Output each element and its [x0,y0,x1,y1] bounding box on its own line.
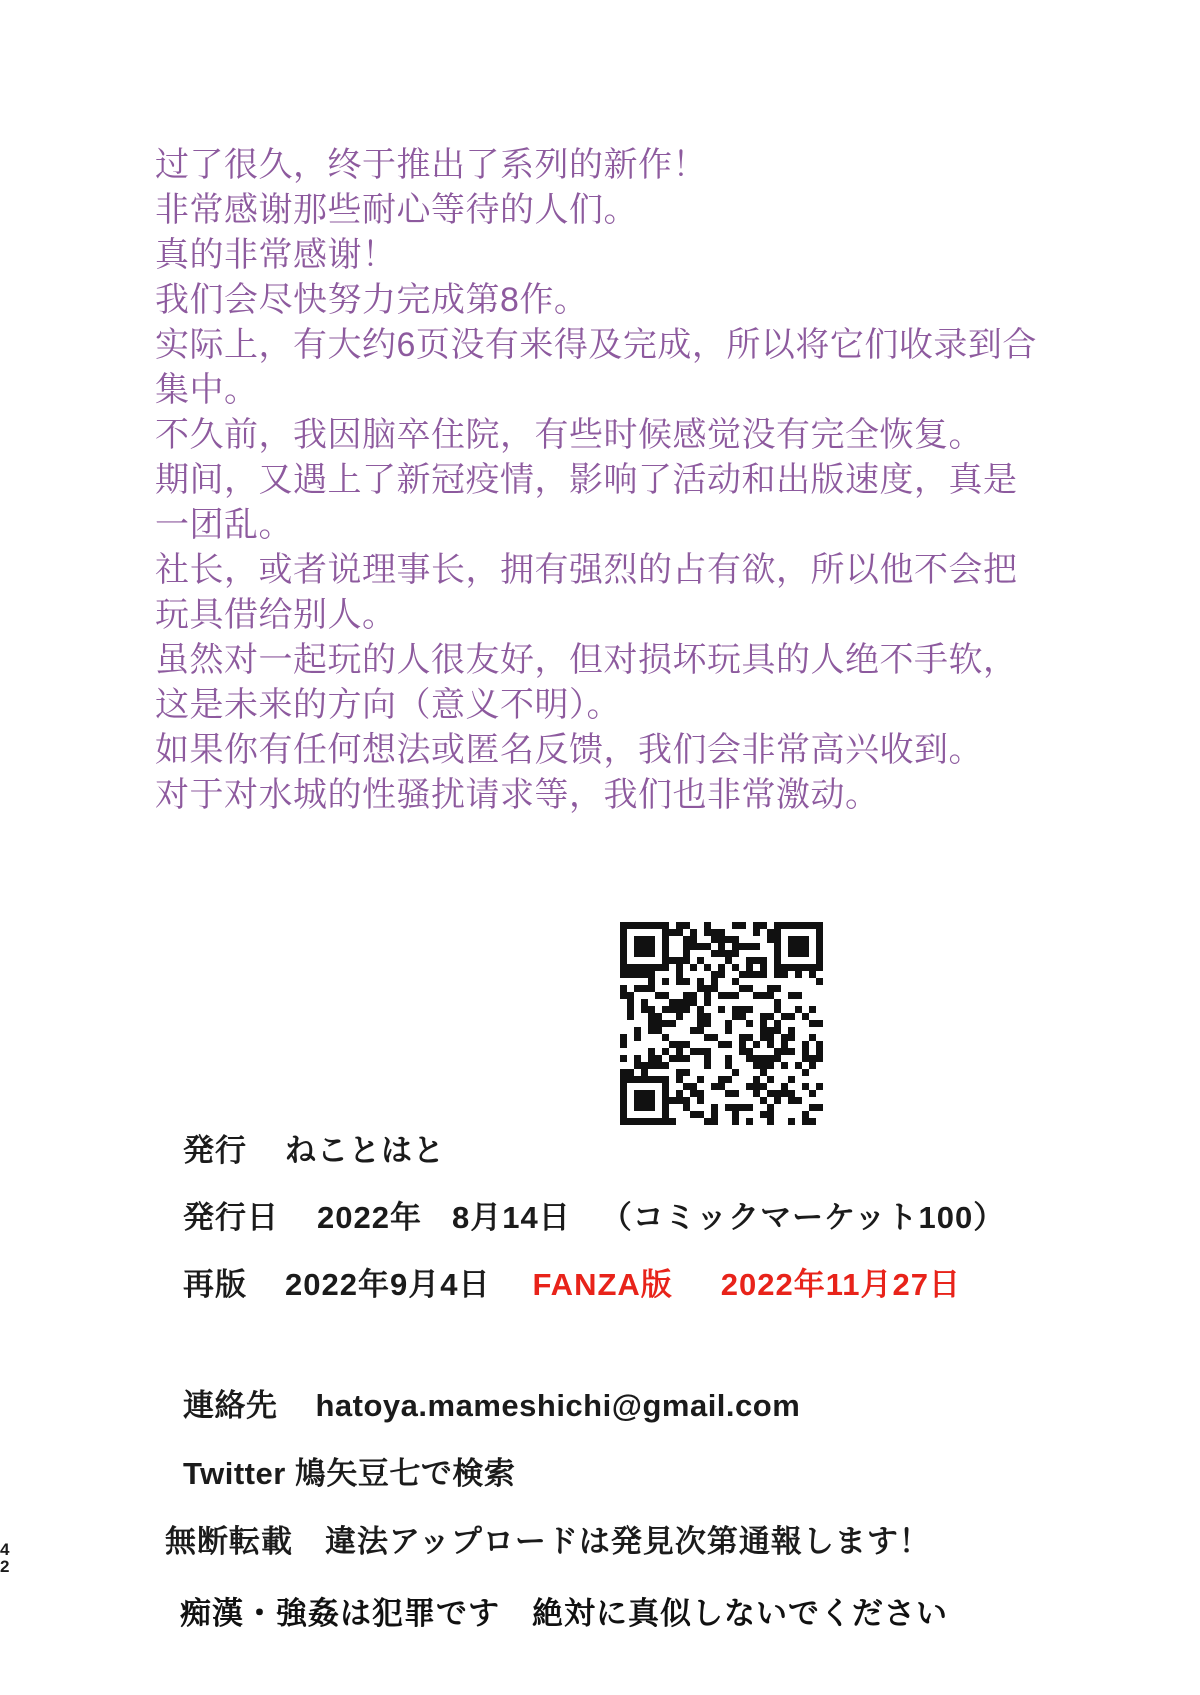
issue-date-day: 8月14日 [451,1200,571,1235]
page-number-digit: 4 [0,1540,10,1559]
fanza-version-date: 2022年11月27日 [720,1267,961,1302]
afterword-line: 真的非常感谢！ [155,236,397,274]
afterword-line: 我们会尽快努力完成第8作。 [155,281,589,319]
reprint-date: 2022年9月4日 [285,1267,491,1302]
publisher-value: ねことはと [285,1133,445,1168]
publisher-label: 発行 [183,1133,247,1168]
qr-code-icon [620,922,823,1125]
afterword-line: 对于对水城的性骚扰请求等，我们也非常激动。 [155,776,880,814]
contact-label: 連絡先 [183,1388,278,1423]
afterword-line: 玩具借给别人。 [155,596,397,634]
no-reprint-notice: 無断転載 違法アップロードは発見次第通報します！ [165,1524,931,1559]
reprint-line [183,1259,1005,1326]
afterword-line: 虽然对一起玩的人很友好，但对损坏玩具的人绝不手软， [155,641,1018,679]
afterword-line: 实际上，有大约6页没有来得及完成，所以将它们收录到合 [155,326,1037,364]
afterword-line: 社长，或者说理事长，拥有强烈的占有欲，所以他不会把 [155,551,1018,589]
contact-block [183,1380,800,1516]
afterword-line: 如果你有任何想法或匿名反馈，我们会非常高兴收到。 [155,731,983,769]
issue-date-event: （コミックマーケット100） [600,1200,1006,1235]
afterword-line: 这是未来的方向（意义不明）。 [155,686,621,724]
twitter-line: Twitter 鳩矢豆七で検索 [183,1456,516,1491]
issue-date-year: 2022年 [317,1200,422,1235]
page-number-digit: 2 [0,1557,10,1576]
afterword-line: 一团乱。 [155,506,293,544]
reprint-label: 再版 [183,1267,247,1302]
colophon-block [183,1125,1005,1326]
afterword-line: 过了很久，终于推出了系列的新作！ [155,146,707,184]
afterword-text-block [155,143,1035,818]
afterword-line: 非常感谢那些耐心等待的人们。 [155,191,638,229]
page-number [0,1541,16,1575]
afterword-line: 期间，又遇上了新冠疫情，影响了活动和出版速度，真是 [155,461,1018,499]
contact-line [183,1380,800,1448]
afterword-line: 集中。 [155,371,259,409]
issue-date-label: 発行日 [183,1200,279,1235]
fanza-version-label: FANZA版 [532,1267,673,1302]
afterword-line: 不久前，我因脑卒住院，有些时候感觉没有完全恢复。 [155,416,983,454]
issue-date-line [183,1192,1005,1259]
publisher-line [183,1125,1005,1192]
contact-email: hatoya.mameshichi@gmail.com [315,1388,801,1423]
crime-warning-notice: 痴漢・強姦は犯罪です 絶対に真似しないでください [180,1596,948,1631]
